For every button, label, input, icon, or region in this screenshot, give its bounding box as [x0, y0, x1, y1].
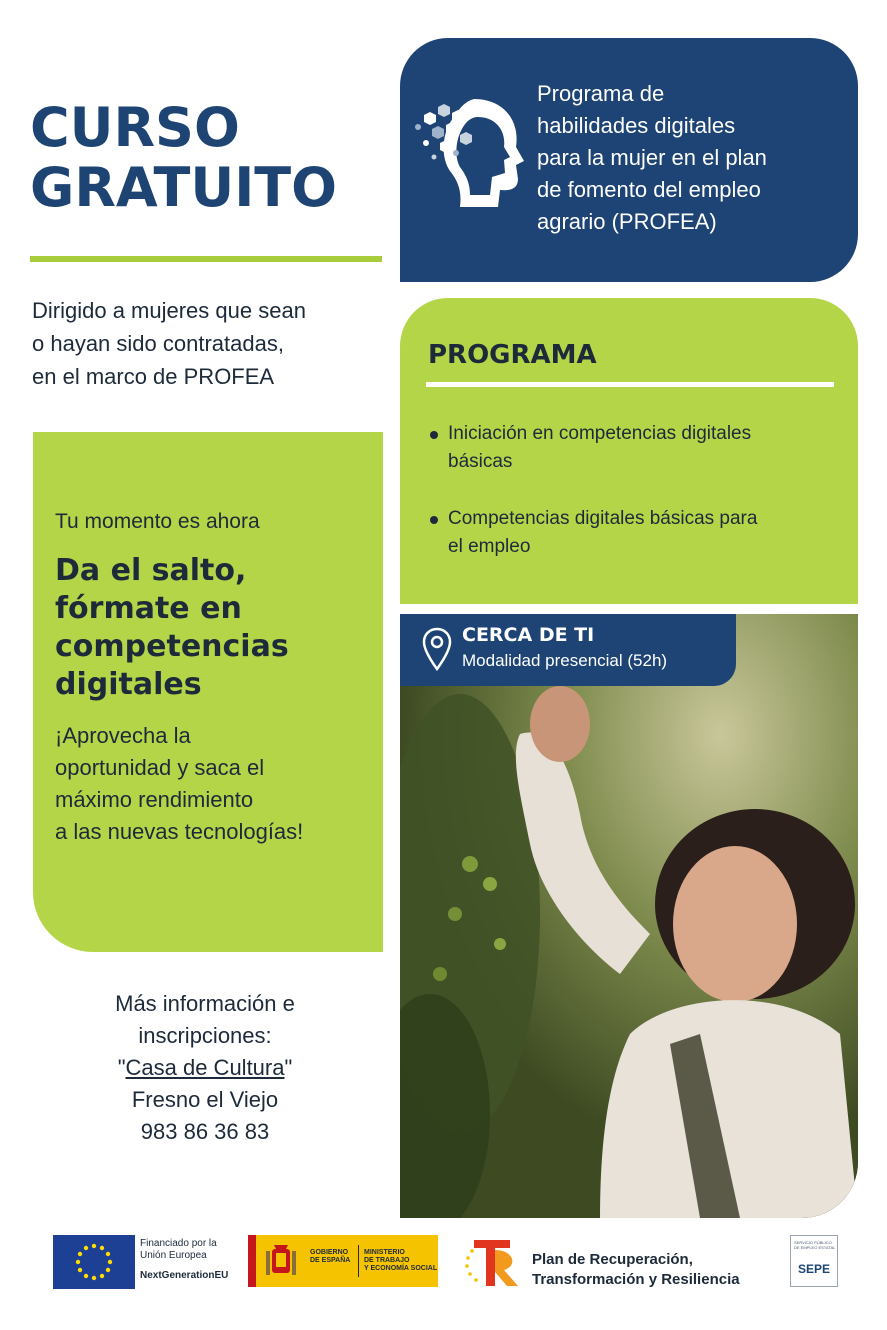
gobierno-divider	[358, 1245, 359, 1277]
digital-head-icon	[412, 95, 532, 210]
coat-of-arms-icon	[266, 1243, 296, 1281]
programa-item-1-line-1: Iniciación en competencias digitales	[448, 423, 752, 444]
gobierno-espana-logo	[248, 1235, 438, 1287]
target-line-2: o hayan sido contratadas,	[32, 331, 284, 356]
info-line-2: inscripciones:	[138, 1023, 272, 1048]
target-line-3: en el marco de PROFEA	[32, 364, 275, 389]
flag-stripe	[248, 1235, 256, 1287]
programa-divider	[426, 382, 834, 387]
eu-funding-text	[140, 1238, 228, 1282]
woman-olive-photo	[400, 614, 858, 1218]
phone-number[interactable]: 983 86 36 83	[140, 1119, 270, 1144]
promo-tagline: Tu momento es ahora	[55, 510, 260, 533]
promo-body-line-1: ¡Aprovecha la	[55, 723, 191, 748]
headline-line-2: GRATUITO	[30, 156, 338, 219]
promo-body-line-3: máximo rendimiento	[55, 787, 254, 812]
plan-line-2: Transformación y Resiliencia	[532, 1271, 740, 1288]
location-pin-icon	[422, 627, 452, 671]
program-desc-line-2: habilidades digitales	[537, 113, 736, 138]
promo-body-line-4: a las nuevas tecnologías!	[55, 819, 304, 844]
headline	[30, 98, 400, 218]
ministerio-line-3: Y ECONOMÍA SOCIAL	[364, 1265, 438, 1272]
gobierno-label	[310, 1249, 350, 1265]
ministerio-line-1: MINISTERIO	[364, 1249, 405, 1256]
program-desc-line-5: agrario (PROFEA)	[537, 209, 717, 234]
programa-item-2	[430, 505, 840, 561]
promo-body	[55, 720, 380, 848]
gobierno-line-2: DE ESPAÑA	[310, 1257, 351, 1264]
sepe-logo	[790, 1235, 838, 1287]
promo-title-line-2: fórmate en	[55, 591, 242, 626]
sepe-small-text	[794, 1240, 835, 1250]
program-desc-line-1: Programa de	[537, 81, 665, 106]
eu-line-1: Financiado por la	[140, 1238, 217, 1249]
programa-item-2-line-1: Competencias digitales básicas para	[448, 508, 758, 529]
eu-stars-icon	[53, 1235, 135, 1289]
promo-title-line-3: competencias	[55, 629, 289, 664]
promo-body-line-2: oportunidad y saca el	[55, 755, 265, 780]
bullet-icon	[430, 516, 438, 524]
contact-info	[40, 988, 370, 1148]
program-desc-line-4: de fomento del empleo	[537, 177, 761, 202]
eu-line-3: NextGenerationEU	[140, 1270, 229, 1281]
photo-illustration	[400, 614, 858, 1218]
plan-recuperacion-text	[532, 1250, 740, 1290]
eu-flag-logo	[53, 1235, 135, 1289]
programa-title: PROGRAMA	[428, 340, 597, 370]
cerca-title: CERCA DE TI	[462, 624, 595, 646]
target-audience	[32, 294, 402, 393]
programa-item-2-line-2: el empleo	[448, 536, 531, 557]
cerca-subtitle: Modalidad presencial (52h)	[462, 651, 668, 670]
sepe-wordmark: SEPE	[797, 1262, 830, 1276]
programa-item-1	[430, 420, 840, 476]
eu-line-2: Unión Europea	[140, 1250, 207, 1261]
sepe-small-line-1: SERVICIO PÚBLICO	[794, 1240, 832, 1245]
promo-title	[55, 552, 375, 704]
promo-title-line-1: Da el salto,	[55, 553, 247, 588]
target-line-1: Dirigido a mujeres que sean	[32, 298, 306, 323]
promo-title-line-4: digitales	[55, 667, 202, 702]
programa-item-1-line-2: básicas	[448, 451, 513, 472]
plan-recuperacion-logo-icon	[462, 1236, 524, 1288]
venue-name: "Casa de Cultura"	[117, 1055, 293, 1080]
sepe-small-line-2: DE EMPLEO ESTATAL	[794, 1245, 836, 1250]
ministerio-line-2: DE TRABAJO	[364, 1257, 410, 1264]
headline-divider	[30, 256, 382, 262]
headline-line-1: CURSO	[30, 96, 240, 159]
gobierno-line-1: GOBIERNO	[310, 1249, 349, 1256]
ministerio-label	[364, 1249, 437, 1273]
bullet-icon	[430, 431, 438, 439]
plan-line-1: Plan de Recuperación,	[532, 1251, 693, 1268]
program-description	[537, 78, 847, 238]
program-desc-line-3: para la mujer en el plan	[537, 145, 767, 170]
town-name: Fresno el Viejo	[131, 1087, 279, 1112]
venue-link[interactable]: Casa de Cultura	[125, 1055, 285, 1080]
info-line-1: Más información e	[115, 991, 295, 1016]
